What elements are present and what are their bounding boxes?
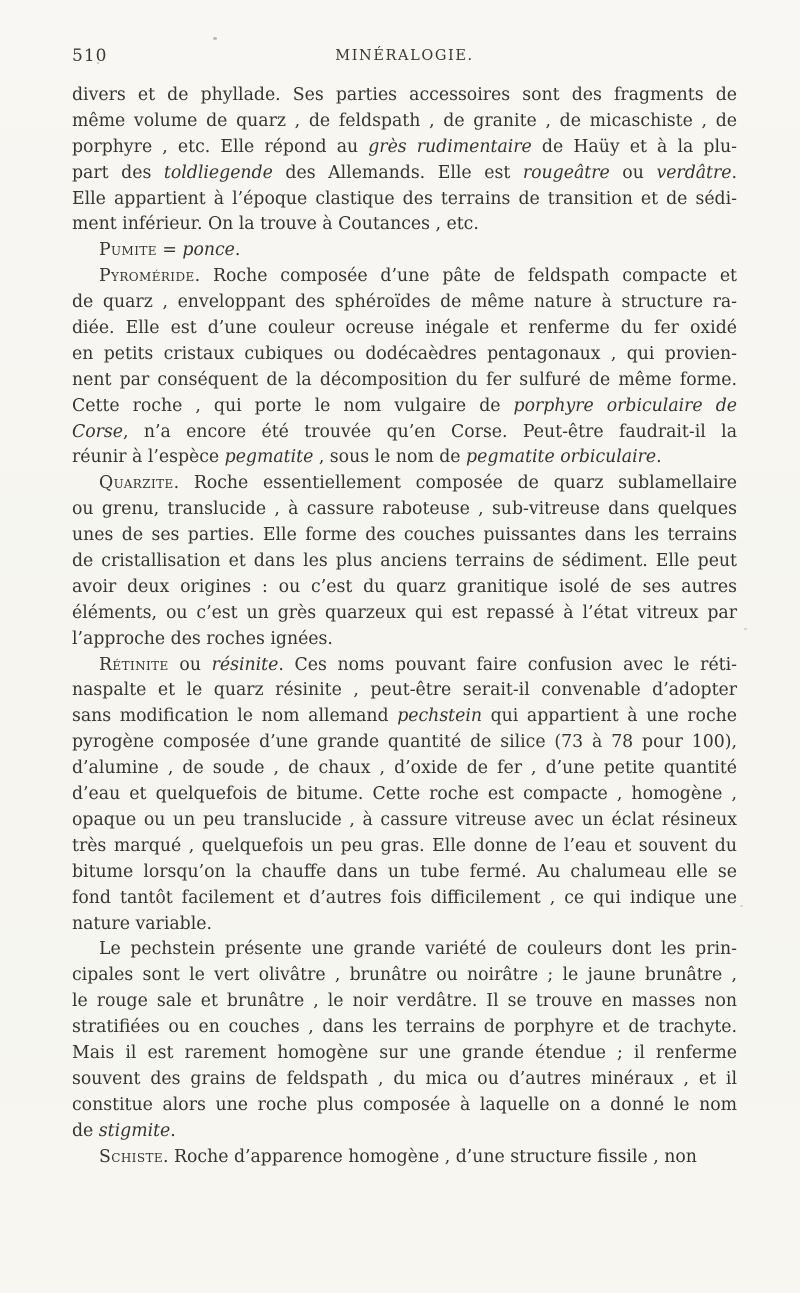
text-line: même volume de quarz , de feldspath , de granite , de micaschiste , de <box>72 110 737 131</box>
text-line: nature variable. <box>72 913 212 934</box>
text-line: très marqué , quelquefois un peu gras. Elle donne de l’eau et souvent du <box>72 835 737 856</box>
page-number: 510 <box>72 46 108 66</box>
text-line: stratifiées ou en couches , dans les terrains de porphyre et de trachyte. <box>72 1017 737 1038</box>
page-header <box>72 46 737 70</box>
scan-speck <box>744 628 747 630</box>
text-line: Cette roche , qui porte le nom vulgaire de porphyre orbiculaire de <box>72 395 737 416</box>
paragraph <box>72 471 737 652</box>
text-line: ou grenu, translucide , à cassure raboteuse , sub-vitreuse dans quelques <box>72 499 737 520</box>
text-line: unes de ses parties. Elle forme des couches puissantes dans les terrains <box>72 525 737 546</box>
text-line: Pumite = ponce. <box>99 240 241 261</box>
paragraph <box>72 83 737 238</box>
text-line: Quarzite. Roche essentiellement composée de quarz sublamellaire <box>99 473 737 494</box>
text-line: fond tantôt facilement et d’autres fois difficilement , ce qui indique une <box>72 887 737 908</box>
text-line: Le pechstein présente une grande variété de couleurs dont les prin- <box>99 939 737 960</box>
text-line: cipales sont le vert olivâtre , brunâtre ou noirâtre ; le jaune brunâtre , <box>72 965 737 986</box>
running-title: MINÉRALOGIE. <box>335 48 474 64</box>
text-line: nent par conséquent de la décomposition du fer sulfuré de même forme. <box>72 369 737 390</box>
text-line: opaque ou un peu translucide , à cassure vitreuse avec un éclat résineux <box>72 809 737 830</box>
paragraph <box>72 264 737 471</box>
text-line: en petits cristaux cubiques ou dodécaèdres pentagonaux , qui provien- <box>72 343 737 364</box>
text-line: souvent des grains de feldspath , du mica ou d’autres minéraux , et il <box>72 1068 737 1089</box>
paragraph <box>72 937 737 1144</box>
text-line: Mais il est rarement homogène sur une grande étendue ; il renferme <box>72 1042 737 1063</box>
text-line: porphyre , etc. Elle répond au grès rudimentaire de Haüy et à la plu- <box>72 136 737 157</box>
text-line: constitue alors une roche plus composée à laquelle on a donné le nom <box>72 1094 737 1115</box>
text-line: d’eau et quelquefois de bitume. Cette roche est compacte , homogène , <box>72 784 737 805</box>
scan-speck <box>740 905 743 907</box>
paragraph <box>72 653 737 938</box>
paragraph <box>72 1145 737 1171</box>
text-line: Rétinite ou résinite. Ces noms pouvant faire confusion avec le réti- <box>99 654 737 675</box>
text-line: Corse, n’a encore été trouvée qu’en Corse. Peut-être faudrait-il la <box>72 421 737 442</box>
text-line: naspalte et le quarz résinite , peut-être serait-il convenable d’adopter <box>72 680 737 701</box>
text-line: l’approche des roches ignées. <box>72 628 333 649</box>
text-line: ment inférieur. On la trouve à Coutances , etc. <box>72 214 479 235</box>
text-line: bitume lorsqu’on la chauffe dans un tube fermé. Au chalumeau elle se <box>72 861 737 882</box>
text-line: de stigmite. <box>72 1120 176 1141</box>
text-line: de cristallisation et dans les plus anciens terrains de sédiment. Elle peut <box>72 551 737 572</box>
text-line: sans modification le nom allemand pechstein qui appartient à une roche <box>72 706 737 727</box>
text-line: éléments, ou c’est un grès quarzeux qui est repassé à l’état vitreux par <box>72 602 737 623</box>
paragraph <box>72 238 737 264</box>
text-line: le rouge sale et brunâtre , le noir verdâtre. Il se trouve en masses non <box>72 991 737 1012</box>
text-line: avoir deux origines : ou c’est du quarz granitique isolé de ses autres <box>72 576 737 597</box>
text-line: Elle appartient à l’époque clastique des terrains de transition et de sédi- <box>72 188 737 209</box>
text-line: Schiste. Roche d’apparence homogène , d’une structure fissile , non <box>99 1146 697 1167</box>
text-line: diée. Elle est d’une couleur ocreuse inégale et renferme du fer oxidé <box>72 318 737 339</box>
text-line: de quarz , enveloppant des sphéroïdes de même nature à structure ra- <box>72 292 737 313</box>
text-line: part des toldliegende des Allemands. Elle est rougeâtre ou verdâtre. <box>72 162 737 183</box>
text-line: d’alumine , de soude , de chaux , d’oxide de fer , d’une petite quantité <box>72 758 737 779</box>
text-line: pyrogène composée d’une grande quantité de silice (73 à 78 pour 100), <box>72 732 737 753</box>
text-line: divers et de phyllade. Ses parties accessoires sont des fragments de <box>72 85 737 105</box>
text-line: réunir à l’espèce pegmatite , sous le nom de pegmatite orbiculaire. <box>72 447 662 468</box>
text-block <box>72 83 737 1170</box>
text-line: Pyroméride. Roche composée d’une pâte de feldspath compacte et <box>99 266 737 287</box>
scan-speck <box>213 37 217 40</box>
